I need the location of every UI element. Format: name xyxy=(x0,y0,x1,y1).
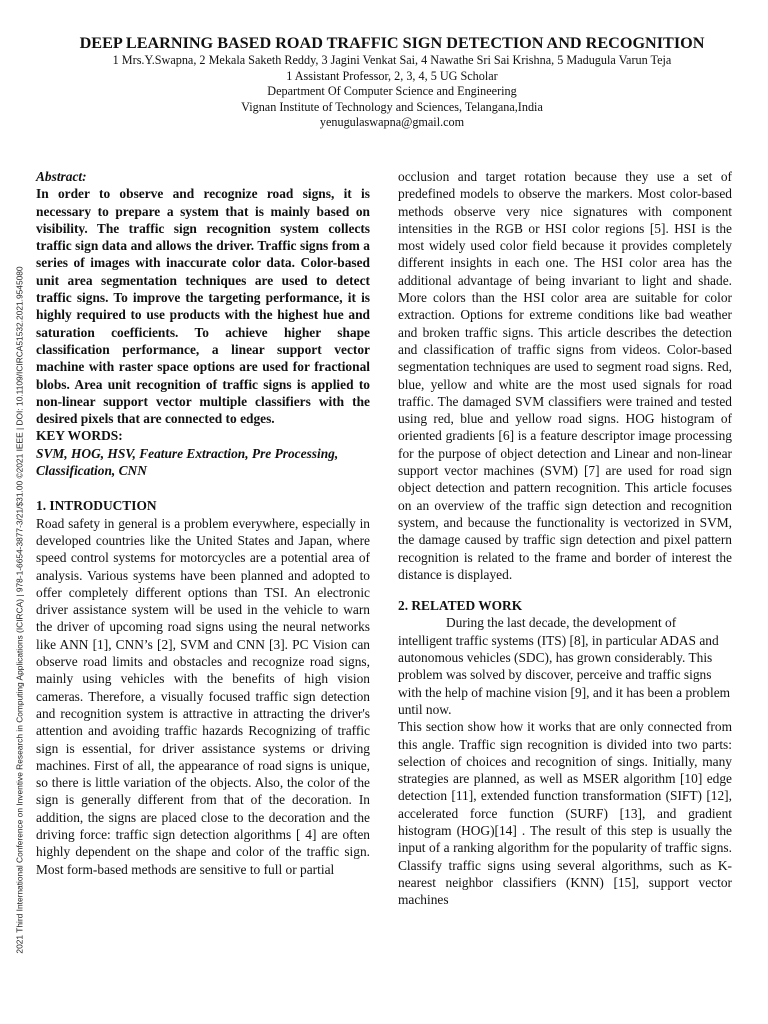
conference-citation: 2021 Third International Conference on Inventive Research in Computing Applications (ICIRCA) | 978-1-6654-3877-3/21/$31.00 ©2021 IEEE | DOI: 10.1109/ICIRCA51532.2021.9545080 xyxy=(15,266,25,954)
keywords-heading: KEY WORDS: xyxy=(36,428,123,444)
related-work-heading: 2. RELATED WORK xyxy=(398,598,523,614)
author-list: 1 Mrs.Y.Swapna, 2 Mekala Saketh Reddy, 3 Jagini Venkat Sai, 4 Nawathe Sri Sai Krishna, 5 Madugula Varun Teja xyxy=(112,53,672,67)
paper-header xyxy=(40,34,744,131)
left-column xyxy=(36,168,370,878)
affiliations xyxy=(40,69,744,131)
introduction-continuation: occlusion and target rotation because they use a set of predefined models to observe the markers. Most color-based methods observe very nice signatures with component intensities in the RGB or HSI color regions [5]. HSI is the most widely used color field because it provides completely different insights in each one. The HSI color area has the additional advantage of being invariant to light and shade. More colors than the HSI color area are suitable for color extraction. Options for extreme conditions like bad weather and broken traffic signs. This article describes the detection and classification of traffic signs from videos. Color-based segmentation techniques are used to segment road signs. Red, blue, yellow and white are the most used signals for road traffic. The damaged SVM classifiers were trained and tested using red, blue and yellow road signs. HOG histogram of oriented gradients [6] is a feature descriptor image processing for the purpose of object detection and Linear and non-linear support vector machines (SVM) [7] are used for road sign object detection and pattern recognition. This article focuses on an overview of the traffic sign detection and recognition system, and because the functionality is vectorized in SVM, the damage caused by traffic sign detection and pixel pattern recognition is related to the frame and border of interest the distance is displayed. xyxy=(398,169,732,582)
keywords-body: SVM, HOG, HSV, Feature Extraction, Pre Processing, Classification, CNN xyxy=(36,445,339,479)
related-work-paragraph-2: This section show how it works that are only connected from this angle. Traffic sign recognition is divided into two parts: selection of choices and recognition of sings. Initially, many strategies are planned, as well as MSER algorithm [10] edge detection [11], extended function transformation (SIFT) [12], accelerated force function (SURF) [13], and gradient histogram (HOG)[14] . The result of this step is usually the input of a ranking algorithm for the popularity of traffic signs. Classify traffic signs using several algorithms, such as K-nearest neighbor classifiers (KNN) [15], support vector machines xyxy=(398,719,732,908)
abstract-body: In order to observe and recognize road signs, it is necessary to prepare a system that is mainly based on visibility. The traffic sign recognition system collects traffic sign data and allows the driver. Traffic signs from a series of images with inaccurate color data. Color-based unit area segmentation techniques are used to detect traffic signs. To improve the targeting performance, it is highly required to use products with the highest hue and saturation coefficients. To achieve higher shape classification performance, a linear support vector machine with raster space options are used for fractional blobs. Area unit recognition of traffic signs is applied to non-linear support vector multiple classifiers with the desired pixels that are connected to edges. xyxy=(36,186,370,427)
introduction-heading: 1. INTRODUCTION xyxy=(36,498,157,514)
institute: Vignan Institute of Technology and Sciences, Telangana,India xyxy=(241,99,543,114)
right-column xyxy=(398,168,732,908)
introduction-body: Road safety in general is a problem everywhere, especially in developed countries like the United States and Japan, where speed control systems for motorcycles are a potential area of analysis. Various systems have been planned and adopted to offer completely different options than TSI. An electronic driver assistance system will be used in the vehicle to warn the driver of upcoming road signs using the neural networks like ANN [1], CNN’s [2], SVM and CNN [3]. PC Vision can observe road limits and obstacles and recognize road signs, mainly using vehicles with the benefits of high vision cameras. Therefore, a visually focused traffic sign detection and recognition system is attractive in attracting the driver's attention and avoiding traffic hazards Recognizing of traffic sign is essential, for driver assistance systems or driving machines. First of all, the appearance of road signs is unique, so there is little variation of the objects. Also, the color of the sign is generally different from that of the decoration. In addition, the signs are placed close to the decoration and the driving force: traffic sign detection algorithms [ 4] are often highly dependent on the shape and color of the traffic sign. Most form-based methods are sensitive to full or partial xyxy=(36,515,370,877)
author-roles: 1 Assistant Professor, 2, 3, 4, 5 UG Scholar xyxy=(286,68,498,83)
paper-title: DEEP LEARNING BASED ROAD TRAFFIC SIGN DETECTION AND RECOGNITION xyxy=(79,34,705,52)
contact-email: yenugulaswapna@gmail.com xyxy=(319,115,465,129)
conference-sidebar xyxy=(8,240,32,980)
department: Department Of Computer Science and Engineering xyxy=(267,84,517,98)
abstract-heading: Abstract: xyxy=(36,169,87,184)
related-work-paragraph-1: During the last decade, the development of intelligent traffic systems (ITS) [8], in particular ADAS and autonomous vehicles (SDC), has grown considerably. This problem was solved by discover, perceive and traffic signs with the help of machine vision [9], and it has been a problem until now. xyxy=(398,615,731,717)
